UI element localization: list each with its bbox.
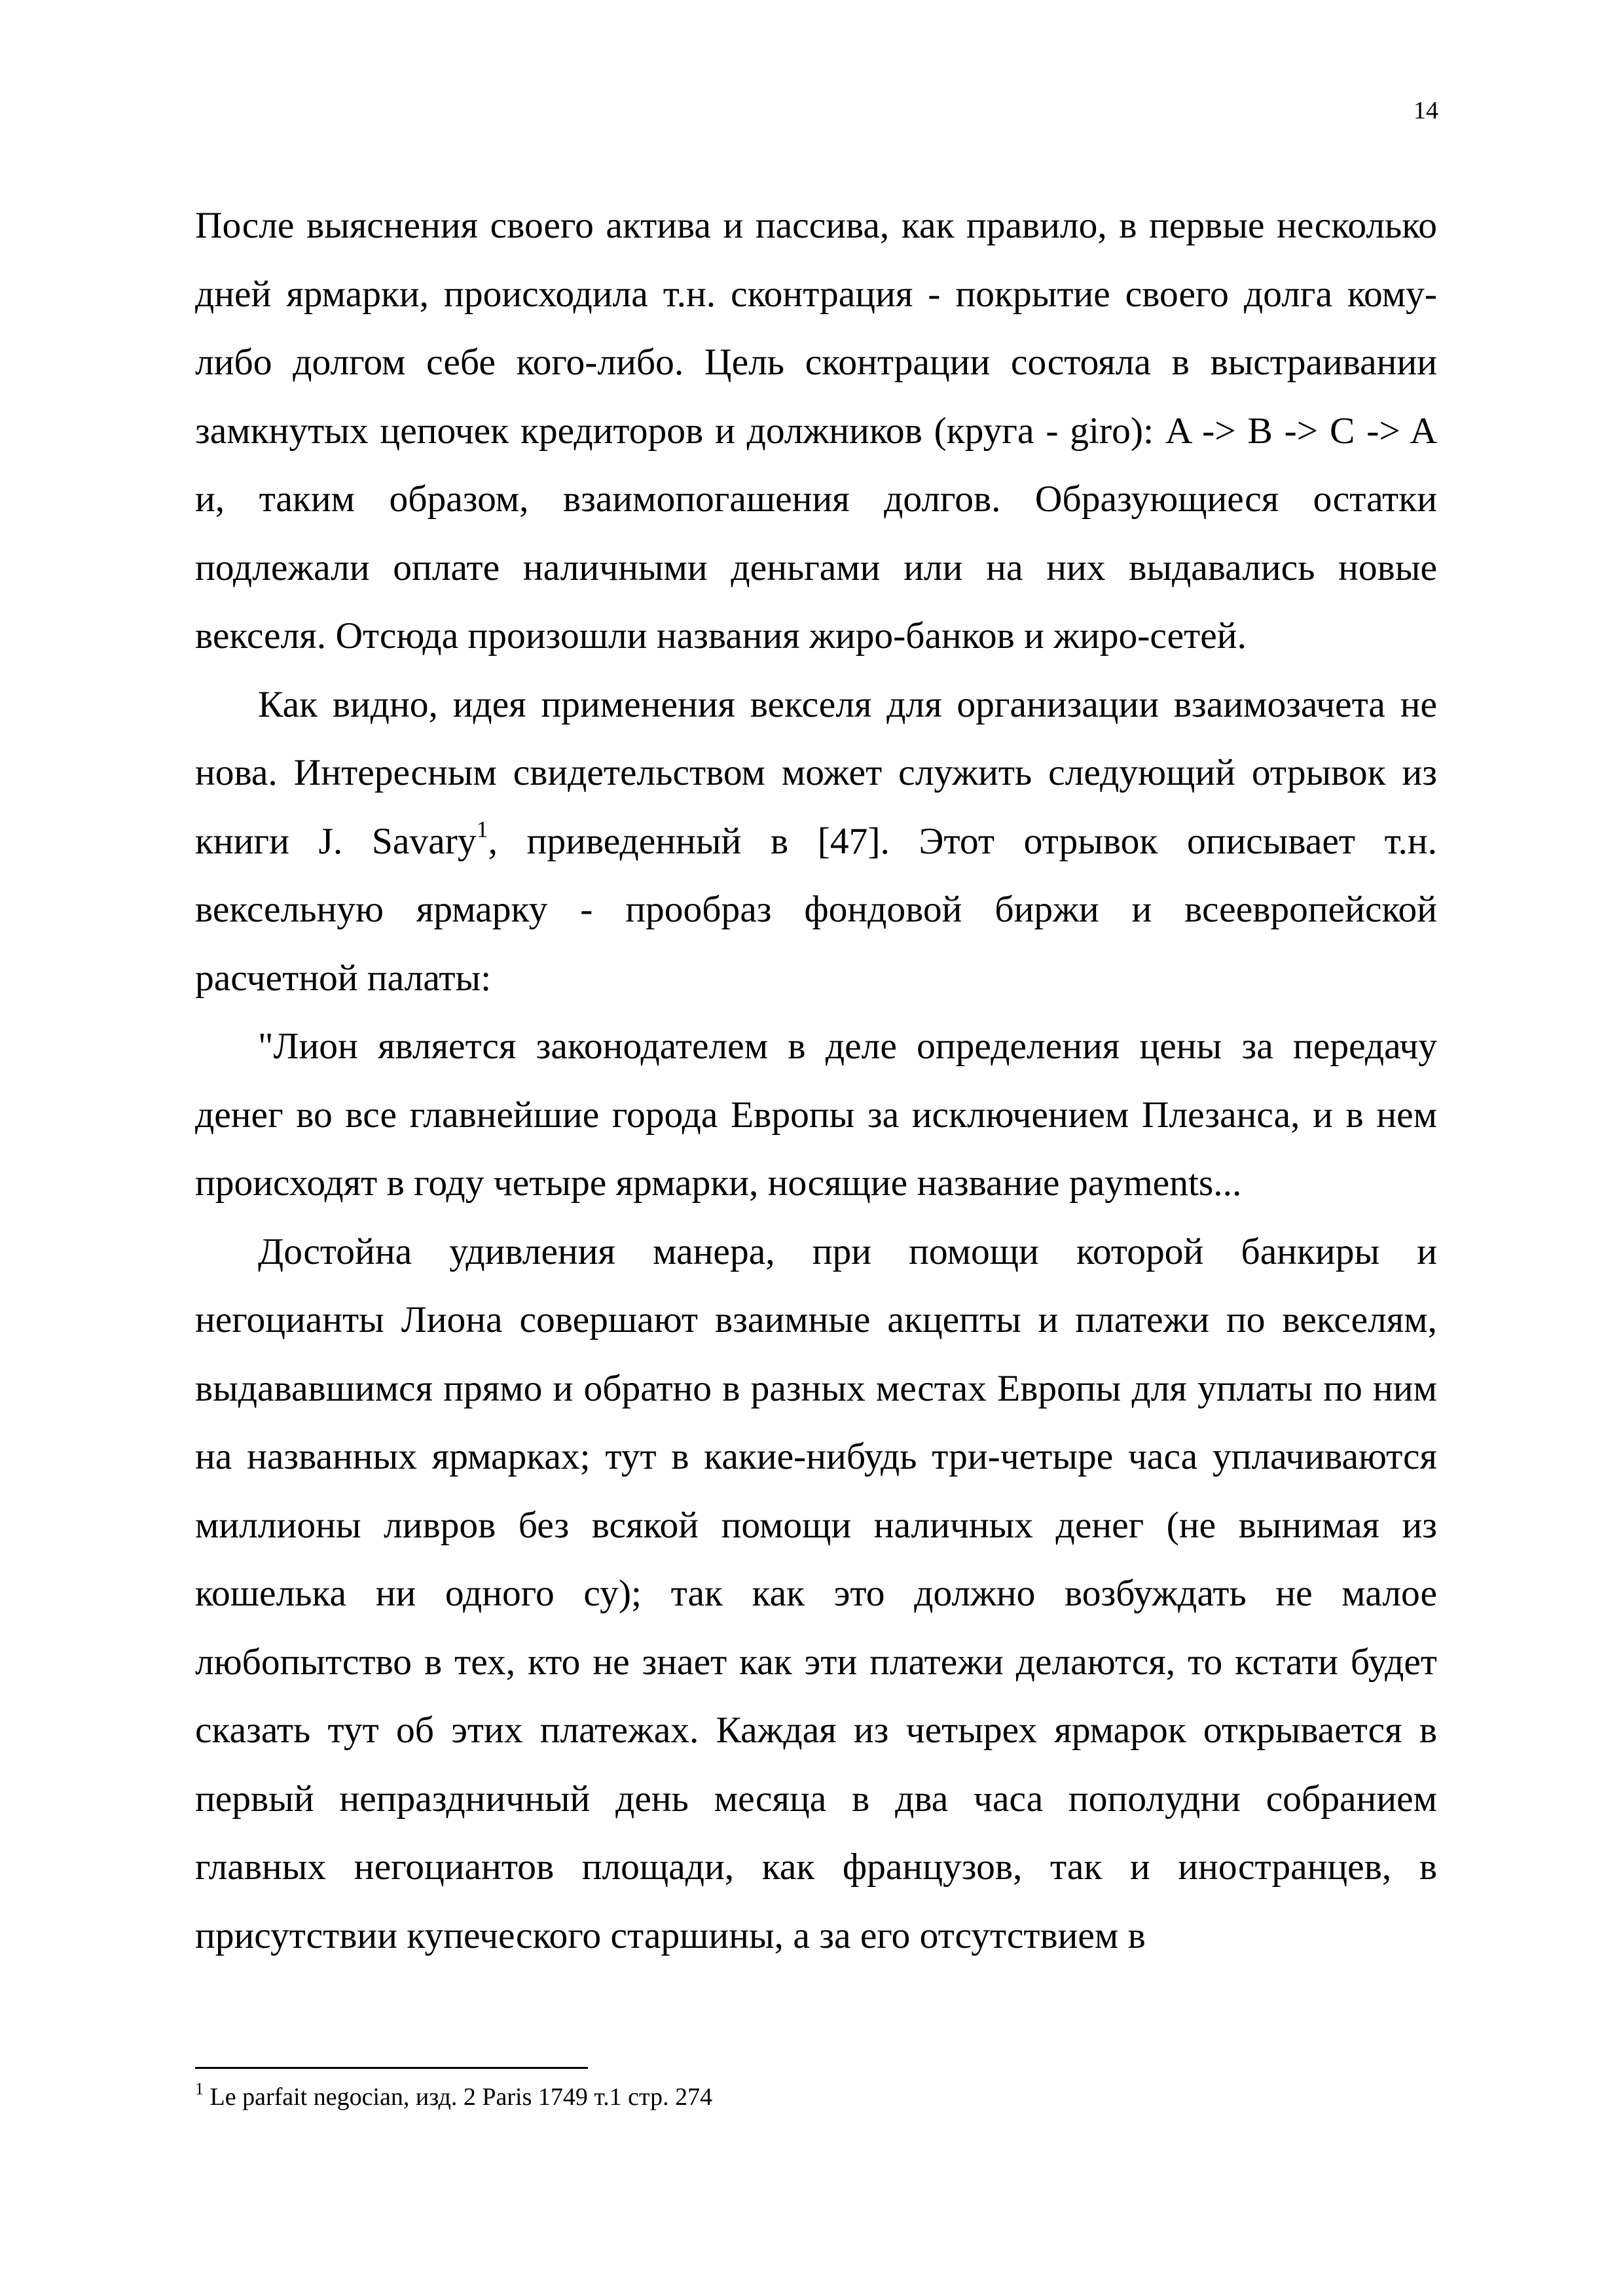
paragraph-savary-before: Как видно, идея применения векселя для организации взаимозачета не нова. Интересным свидетельством может служить следующий отрывок из книги J. Savary bbox=[195, 683, 1437, 862]
footnote-reference[interactable]: 1 bbox=[476, 816, 488, 843]
page-number: 14 bbox=[1413, 97, 1438, 124]
footnote-text: Le parfait negocian, изд. 2 Paris 1749 т.1 стр. 274 bbox=[204, 2083, 713, 2111]
footnote-divider bbox=[195, 2067, 588, 2069]
paragraph-savary-after: , приведенный в [47]. Этот отрывок описывает т.н. вексельную ярмарку - прообраз фондовой биржи и всеевропейской расчетной палаты: bbox=[195, 820, 1437, 999]
paragraph-lyon-quote: "Лион является законодателем в деле определения цены за передачу денег во все главнейшие города Европы за исключением Плезанса, и в нем происходят в году четыре ярмарки, носящие название payments... bbox=[195, 1026, 1437, 1204]
body-text bbox=[195, 192, 1437, 1970]
paragraph-lyon-payments: Достойна удивления манера, при помощи которой банкиры и негоцианты Лиона совершают взаимные акцепты и платежи по векселям, выдававшимся прямо и обратно в разных местах Европы для уплаты по ним на названных ярмарках; тут в какие-нибудь три-четыре часа уплачиваются миллионы ливров без всякой помощи наличных денег (не вынимая из кошелька ни одного су); так как это должно возбуждать не малое любопытство в тех, кто не знает как эти платежи делаются, то кстати будет сказать тут об этих платежах. Каждая из четырех ярмарок открывается в первый непраздничный день месяца в два часа пополудни собранием главных негоциантов площади, как французов, так и иностранцев, в присутствии купеческого старшины, а за его отсутствием в bbox=[195, 1230, 1437, 1956]
footnote-marker: 1 bbox=[195, 2079, 204, 2099]
paragraph-savary bbox=[195, 671, 1437, 1013]
paragraph-sconto: После выяснения своего актива и пассива, как правило, в первые несколько дней ярмарки, происходила т.н. сконтрация - покрытие своего долга кому-либо долгом себе кого-либо. Цель сконтрации состояла в выстраивании замкнутых цепочек кредиторов и должников (круга - giro): A -> B -> C -> A и, таким образом, взаимопогашения долгов. Образующиеся остатки подлежали оплате наличными деньгами или на них выдавались новые векселя. Отсюда произошли названия жиро-банков и жиро-сетей. bbox=[195, 205, 1437, 656]
footnote bbox=[195, 2079, 1437, 2113]
